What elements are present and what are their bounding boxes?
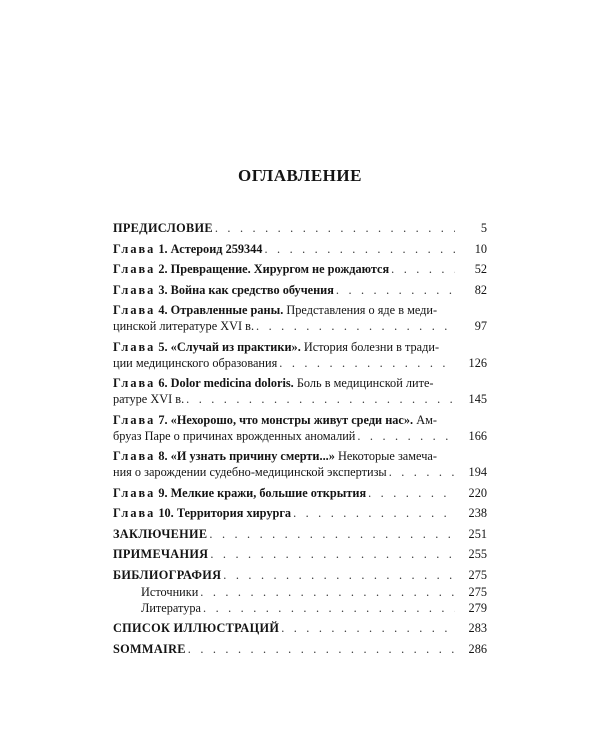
dot-leader bbox=[210, 546, 455, 562]
dot-leader bbox=[203, 600, 455, 616]
chapter-number: 8. bbox=[158, 449, 168, 463]
toc-entry-preface[interactable] bbox=[113, 220, 487, 236]
chapter-description-continued: бруаз Паре о причинах врожденных аномалий bbox=[113, 428, 356, 443]
chapter-description: Представления о яде в меди- bbox=[286, 303, 438, 317]
toc-page-number: 5 bbox=[480, 221, 487, 235]
toc-entry-chapter-6[interactable] bbox=[113, 375, 487, 407]
toc-entry-chapter-4[interactable] bbox=[113, 302, 487, 334]
toc-subentry-sources[interactable] bbox=[113, 584, 487, 600]
toc-page-number: 10 bbox=[474, 241, 487, 256]
toc-entry-label: ПРЕДИСЛОВИЕ bbox=[113, 221, 213, 235]
dot-leader bbox=[336, 282, 455, 298]
toc-page-number: 145 bbox=[468, 392, 487, 406]
toc-page-number: 126 bbox=[468, 355, 487, 370]
dot-leader bbox=[389, 464, 455, 480]
chapter-prefix: Глава bbox=[113, 485, 156, 500]
toc-entry-label: ПРИМЕЧАНИЯ bbox=[113, 547, 209, 561]
toc-entry-label: SOMMAIRE bbox=[113, 641, 186, 656]
chapter-number: 9. bbox=[158, 485, 168, 500]
toc-subentry-literature[interactable] bbox=[113, 600, 487, 616]
dot-leader bbox=[357, 428, 455, 444]
chapter-number: 2. bbox=[158, 262, 168, 276]
toc-entry-label: СПИСОК ИЛЛЮСТРАЦИЙ bbox=[113, 621, 280, 635]
chapter-prefix: Глава bbox=[113, 339, 156, 354]
dot-leader bbox=[281, 620, 455, 636]
chapter-title: «Случай из практики». bbox=[170, 339, 301, 354]
dot-leader bbox=[279, 355, 455, 371]
chapter-number: 6. bbox=[158, 376, 168, 390]
toc-page-number: 194 bbox=[468, 465, 487, 479]
chapter-description: История болезни в тради- bbox=[303, 339, 440, 354]
toc-entry-chapter-8[interactable] bbox=[113, 448, 487, 480]
dot-leader bbox=[200, 584, 455, 600]
toc-entry-chapter-1[interactable] bbox=[113, 241, 487, 257]
toc-entry-chapter-9[interactable] bbox=[113, 485, 487, 501]
toc-page-number: 286 bbox=[468, 641, 487, 656]
toc-page-number: 52 bbox=[474, 262, 487, 276]
chapter-prefix: Глава bbox=[113, 282, 156, 297]
chapter-description-continued: ратуре XVI в. bbox=[113, 392, 185, 406]
dot-leader bbox=[209, 526, 455, 542]
chapter-prefix: Глава bbox=[113, 376, 156, 390]
dot-leader bbox=[264, 241, 455, 257]
toc-page-number: 82 bbox=[474, 282, 487, 297]
dot-leader bbox=[368, 485, 455, 501]
dot-leader bbox=[186, 391, 455, 407]
toc-page-number: 97 bbox=[474, 319, 487, 333]
chapter-number: 5. bbox=[158, 339, 168, 354]
toc-entry-chapter-2[interactable] bbox=[113, 261, 487, 277]
toc-entry-notes[interactable] bbox=[113, 546, 487, 562]
toc-page-number: 275 bbox=[468, 584, 487, 599]
toc-subentry-label: Источники bbox=[141, 584, 199, 599]
chapter-title: Отравленные раны. bbox=[170, 303, 284, 317]
toc-page-number: 238 bbox=[468, 506, 487, 520]
toc-entry-chapter-7[interactable] bbox=[113, 412, 487, 444]
chapter-description-continued: ции медицинского образования bbox=[113, 355, 278, 370]
page-title: ОГЛАВЛЕНИЕ bbox=[238, 166, 362, 185]
chapter-prefix: Глава bbox=[113, 241, 156, 256]
dot-leader bbox=[391, 261, 455, 277]
chapter-title: «Нехорошо, что монстры живут среди нас». bbox=[170, 412, 414, 427]
toc-page-number: 275 bbox=[468, 567, 487, 582]
chapter-description: Некоторые замеча- bbox=[337, 449, 437, 463]
chapter-title: Война как средство обучения bbox=[170, 282, 334, 297]
chapter-title: Мелкие кражи, большие открытия bbox=[170, 485, 367, 500]
dot-leader bbox=[256, 318, 455, 334]
toc-subentry-label: Литература bbox=[141, 600, 202, 615]
chapter-description: Боль в медицинской лите- bbox=[296, 376, 434, 390]
dot-leader bbox=[215, 220, 455, 236]
chapter-description-continued: цинской литературе XVI в. bbox=[113, 319, 255, 333]
dot-leader bbox=[293, 505, 455, 521]
chapter-title: «И узнать причину смерти...» bbox=[170, 449, 335, 463]
chapter-description: Ам- bbox=[416, 412, 437, 427]
chapter-number: 4. bbox=[158, 303, 168, 317]
dot-leader bbox=[223, 567, 455, 583]
toc-page-number: 166 bbox=[468, 428, 487, 443]
toc-entry-chapter-5[interactable] bbox=[113, 339, 487, 371]
chapter-number: 10. bbox=[158, 506, 174, 520]
toc-page-number: 255 bbox=[468, 547, 487, 561]
toc-entry-illustrations[interactable] bbox=[113, 620, 487, 636]
chapter-number: 1. bbox=[158, 241, 168, 256]
chapter-number: 3. bbox=[158, 282, 168, 297]
chapter-number: 7. bbox=[158, 412, 168, 427]
toc-page-number: 220 bbox=[468, 485, 487, 500]
chapter-title: Превращение. Хирургом не рождаются bbox=[170, 262, 390, 276]
toc-entry-sommaire[interactable] bbox=[113, 641, 487, 657]
toc-page-number: 251 bbox=[468, 526, 487, 541]
toc-entry-label: БИБЛИОГРАФИЯ bbox=[113, 567, 222, 582]
chapter-description-continued: ния о зарождении судебно-медицинской экспертизы bbox=[113, 465, 387, 479]
toc-entry-label: ЗАКЛЮЧЕНИЕ bbox=[113, 526, 208, 541]
chapter-prefix: Глава bbox=[113, 449, 156, 463]
chapter-prefix: Глава bbox=[113, 303, 156, 317]
chapter-title: Территория хирурга bbox=[176, 506, 292, 520]
chapter-title: Dolor medicina doloris. bbox=[170, 376, 294, 390]
table-of-contents bbox=[113, 220, 487, 661]
chapter-prefix: Глава bbox=[113, 412, 156, 427]
toc-entry-conclusion[interactable] bbox=[113, 526, 487, 542]
dot-leader bbox=[188, 641, 455, 657]
chapter-prefix: Глава bbox=[113, 506, 156, 520]
toc-entry-chapter-10[interactable] bbox=[113, 505, 487, 521]
chapter-title: Астероид 259344 bbox=[170, 241, 263, 256]
toc-page-number: 283 bbox=[468, 621, 487, 635]
toc-entry-chapter-3[interactable] bbox=[113, 282, 487, 298]
toc-entry-bibliography[interactable] bbox=[113, 567, 487, 583]
toc-page-number: 279 bbox=[468, 600, 487, 615]
chapter-prefix: Глава bbox=[113, 262, 156, 276]
